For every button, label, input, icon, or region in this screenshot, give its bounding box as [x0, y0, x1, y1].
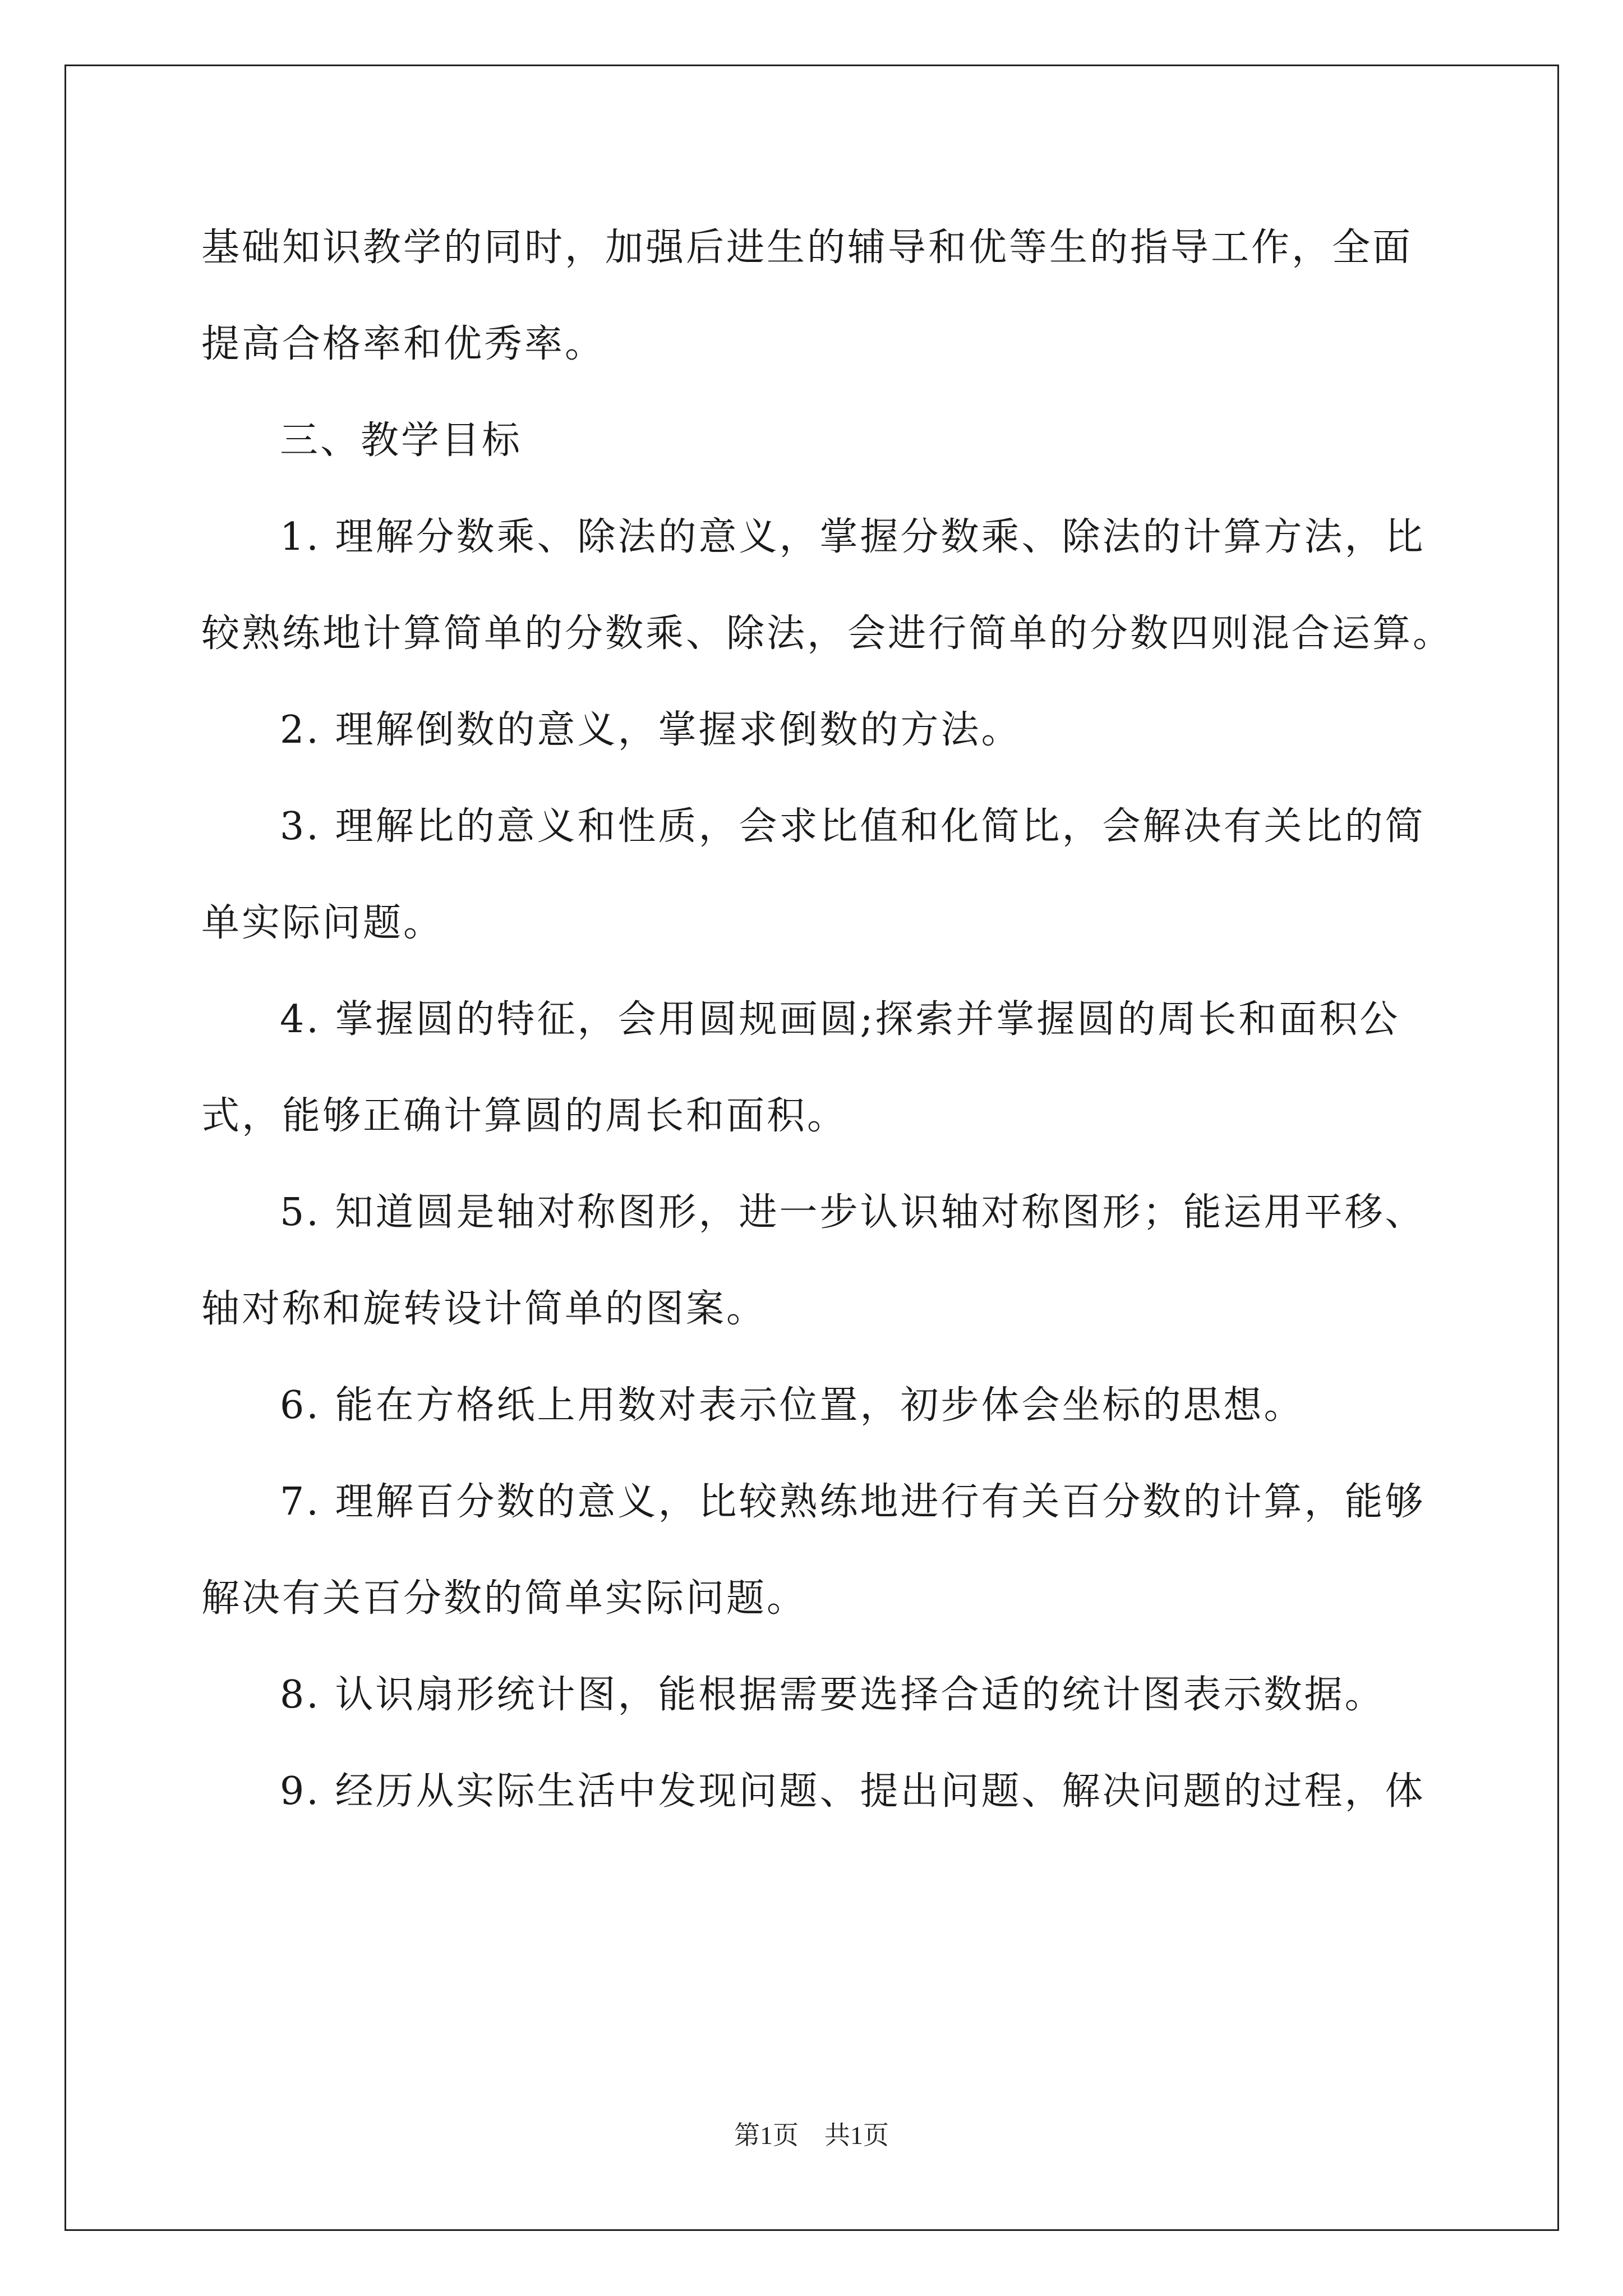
text-line: 4. 掌握圆的特征，会用圆规画圆;探索并掌握圆的周长和面积公	[280, 997, 1400, 1042]
text-line: 7. 理解百分数的意义，比较熟练地进行有关百分数的计算，能够	[280, 1480, 1426, 1524]
text-line: 1. 理解分数乘、除法的意义，掌握分数乘、除法的计算方法，比	[280, 515, 1426, 559]
text-line: 5. 知道圆是轴对称图形，进一步认识轴对称图形；能运用平移、	[280, 1190, 1426, 1235]
text-line: 基础知识教学的同时，加强后进生的辅导和优等生的指导工作，全面	[201, 226, 1413, 270]
text-line: 解决有关百分数的简单实际问题。	[201, 1576, 808, 1621]
section-heading: 三、教学目标	[280, 418, 523, 463]
page-footer: 第1页 共1页	[734, 2121, 889, 2150]
text-line: 单实际问题。	[201, 901, 444, 945]
text-line: 较熟练地计算简单的分数乘、除法，会进行简单的分数四则混合运算。	[201, 611, 1454, 656]
text-line: 提高合格率和优秀率。	[201, 322, 606, 366]
text-line: 式，能够正确计算圆的周长和面积。	[201, 1094, 848, 1138]
text-line: 9. 经历从实际生活中发现问题、提出问题、解决问题的过程，体	[280, 1769, 1426, 1814]
text-line: 8. 认识扇形统计图，能根据需要选择合适的统计图表示数据。	[280, 1673, 1385, 1717]
text-line: 6. 能在方格纸上用数对表示位置，初步体会坐标的思想。	[280, 1383, 1304, 1428]
page-frame	[64, 65, 1559, 2231]
text-line: 2. 理解倒数的意义，掌握求倒数的方法。	[280, 708, 1022, 752]
text-line: 轴对称和旋转设计简单的图案。	[201, 1287, 767, 1331]
text-line: 3. 理解比的意义和性质，会求比值和化简比，会解决有关比的简	[280, 804, 1426, 849]
